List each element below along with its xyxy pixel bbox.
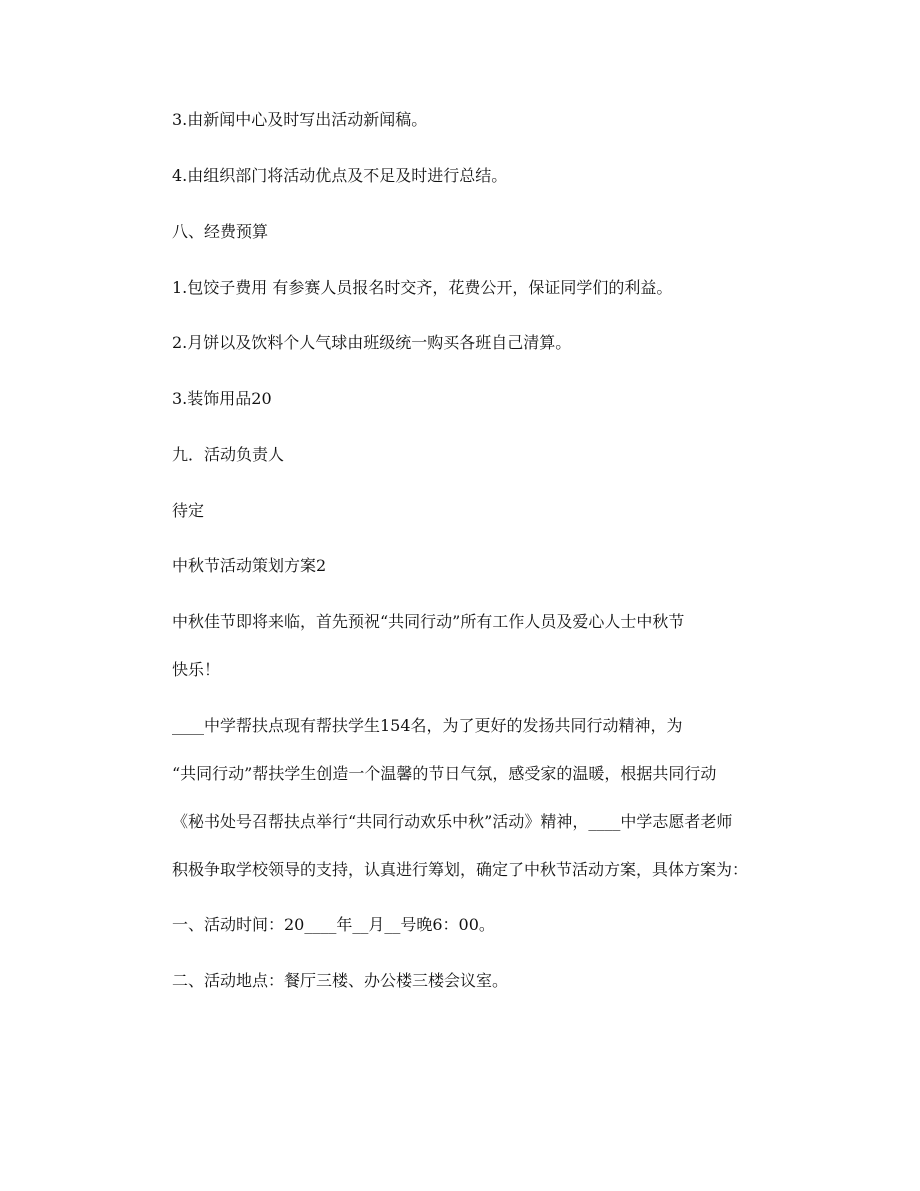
greeting-line-1: 中秋佳节即将来临，首先预祝“共同行动”所有工作人员及爱心人士中秋节 xyxy=(172,612,685,631)
activity-place-line: 二、活动地点：餐厅三楼、办公楼三楼会议室。 xyxy=(172,971,509,990)
section-heading-responsible: 九．活动负责人 xyxy=(172,445,285,464)
section-heading-budget: 八、经费预算 xyxy=(172,222,269,241)
activity-time-line: 一、活动时间：20____年__月__号晚6：00。 xyxy=(172,915,495,934)
body-line-2: “共同行动”帮扶学生创造一个温馨的节日气氛，感受家的温暖，根据共同行动 xyxy=(172,764,717,783)
greeting-line-2: 快乐！ xyxy=(172,660,221,679)
body-line-1: ____中学帮扶点现有帮扶学生154名，为了更好的发扬共同行动精神，为 xyxy=(172,716,683,735)
paragraph-summary: 4.由组织部门将活动优点及不足及时进行总结。 xyxy=(172,166,508,185)
paragraph-tbd: 待定 xyxy=(172,501,205,520)
paragraph-dumpling-cost: 1.包饺子费用 有参赛人员报名时交齐，花费公开，保证同学们的利益。 xyxy=(172,278,673,297)
paragraph-mooncake-cost: 2.月饼以及饮料个人气球由班级统一购买各班自己清算。 xyxy=(172,333,572,352)
body-line-4: 积极争取学校领导的支持，认真进行筹划，确定了中秋节活动方案，具体方案为： xyxy=(172,860,749,879)
paragraph-decoration-cost: 3.装饰用品20 xyxy=(172,389,272,408)
document-title-plan-2: 中秋节活动策划方案2 xyxy=(172,556,327,575)
body-line-3: 《秘书处号召帮扶点举行“共同行动欢乐中秋”活动》精神，____中学志愿者老师 xyxy=(172,812,733,831)
paragraph-news-release: 3.由新闻中心及时写出活动新闻稿。 xyxy=(172,110,428,129)
